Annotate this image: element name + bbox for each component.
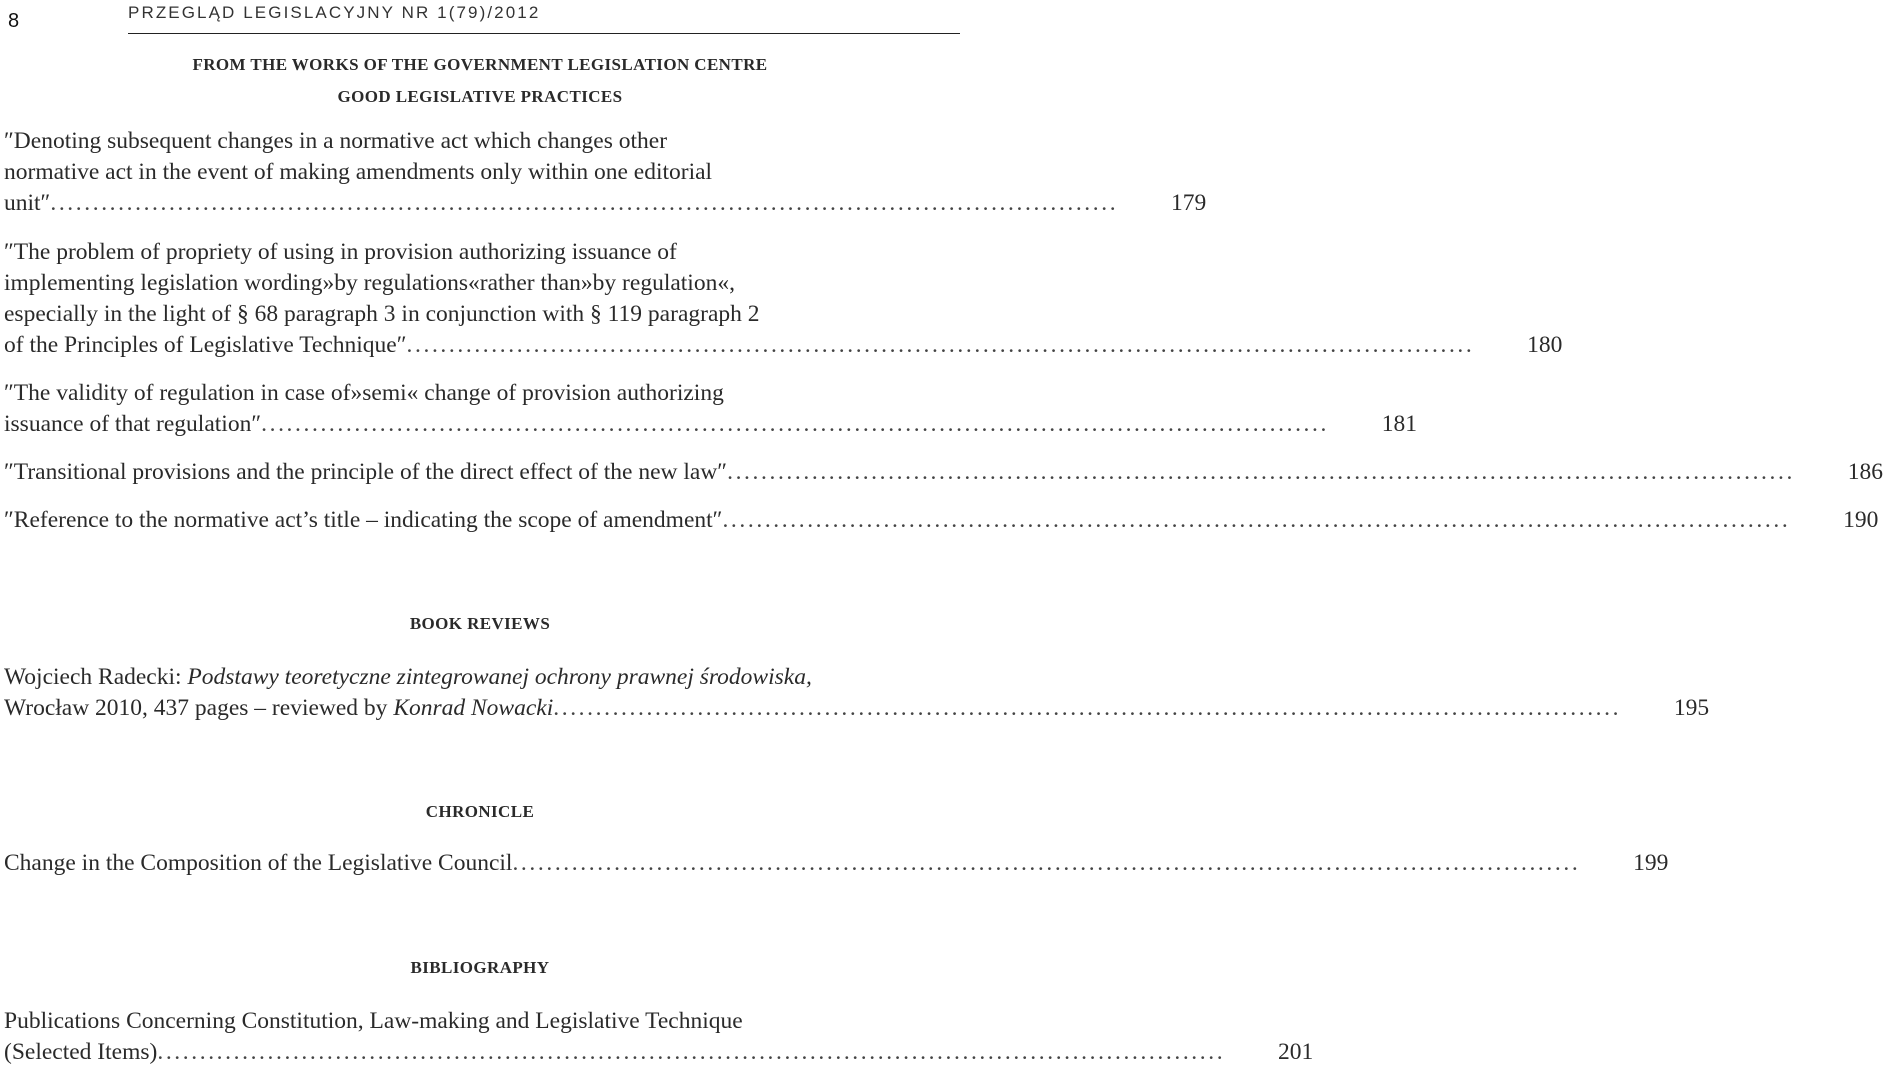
entry-line: implementing legislation wording»by regulations«rather than»by regulation«, <box>4 270 735 296</box>
entry-title-end: issuance of that regulation″ <box>4 411 262 437</box>
review-book-title: Podstawy teoretyczne zintegrowanej ochrony prawnej środowiska, <box>187 664 812 690</box>
dot-leader: .............................................................................................................................. <box>727 459 1795 485</box>
toc-entry[interactable] <box>4 457 1883 488</box>
toc-entry[interactable] <box>4 378 1417 440</box>
toc-entry[interactable] <box>4 126 1207 219</box>
header-rule <box>128 33 960 34</box>
section-subheading-good-legislative-practices: GOOD LEGISLATIVE PRACTICES <box>337 87 623 106</box>
review-details: Wrocław 2010, 437 pages – reviewed by <box>4 695 394 721</box>
dot-leader: .............................................................................................................................. <box>157 1039 1226 1065</box>
dot-leader: .............................................................................................................................. <box>722 507 1791 533</box>
entry-title: Change in the Composition of the Legislative Council <box>4 850 513 876</box>
page-number: 8 <box>8 10 20 32</box>
toc-entry[interactable] <box>4 237 1563 361</box>
entry-title-end: of the Principles of Legislative Technique″ <box>4 332 407 358</box>
toc-entry[interactable] <box>4 848 1669 879</box>
entry-title-end: unit″ <box>4 190 51 216</box>
section-heading-book-reviews: BOOK REVIEWS <box>409 614 551 633</box>
section-heading-chronicle: CHRONICLE <box>425 802 535 821</box>
section-heading-government-legislation-centre: FROM THE WORKS OF THE GOVERNMENT LEGISLATION CENTRE <box>192 55 768 74</box>
page-ref: 186 <box>1847 459 1883 485</box>
toc-entry[interactable] <box>4 662 1710 724</box>
entry-title-end: (Selected Items) <box>4 1039 158 1065</box>
review-author: Wojciech Radecki: <box>4 664 188 690</box>
page-ref: 180 <box>1527 332 1563 358</box>
toc-entry[interactable] <box>4 1006 1314 1068</box>
entry-line: especially in the light of § 68 paragraph 3 in conjunction with § 119 paragraph 2 <box>4 301 760 327</box>
entry-line: normative act in the event of making amendments only within one editorial <box>4 159 713 185</box>
section-heading-bibliography: BIBLIOGRAPHY <box>410 958 550 977</box>
dot-leader: .............................................................................................................................. <box>261 411 1329 437</box>
entry-line: ″The problem of propriety of using in provision authorizing issuance of <box>4 239 677 265</box>
dot-leader: .............................................................................................................................. <box>553 695 1622 721</box>
running-head: PRZEGLĄD LEGISLACYJNY NR 1(79)/2012 <box>128 3 541 22</box>
entry-line: ″Denoting subsequent changes in a normative act which changes other <box>4 128 668 154</box>
entry-line: Publications Concerning Constitution, Law-making and Legislative Technique <box>4 1008 743 1034</box>
page-ref: 179 <box>1170 190 1207 216</box>
entry-line: ″The validity of regulation in case of»semi« change of provision authorizing <box>4 380 724 406</box>
dot-leader: .............................................................................................................................. <box>406 332 1475 358</box>
toc-entry[interactable] <box>4 505 1879 536</box>
dot-leader: .............................................................................................................................. <box>50 190 1119 216</box>
entry-title: ″Transitional provisions and the principle of the direct effect of the new law″ <box>4 459 728 485</box>
reviewer-name: Konrad Nowacki <box>393 695 554 721</box>
page-ref: 199 <box>1633 850 1669 876</box>
dot-leader: .............................................................................................................................. <box>512 850 1581 876</box>
entry-title: ″Reference to the normative act’s title – indicating the scope of amendment″ <box>4 507 723 533</box>
page-ref: 190 <box>1843 507 1879 533</box>
page-ref: 195 <box>1673 695 1710 721</box>
page-ref: 201 <box>1277 1039 1314 1065</box>
page-ref: 181 <box>1381 411 1417 437</box>
